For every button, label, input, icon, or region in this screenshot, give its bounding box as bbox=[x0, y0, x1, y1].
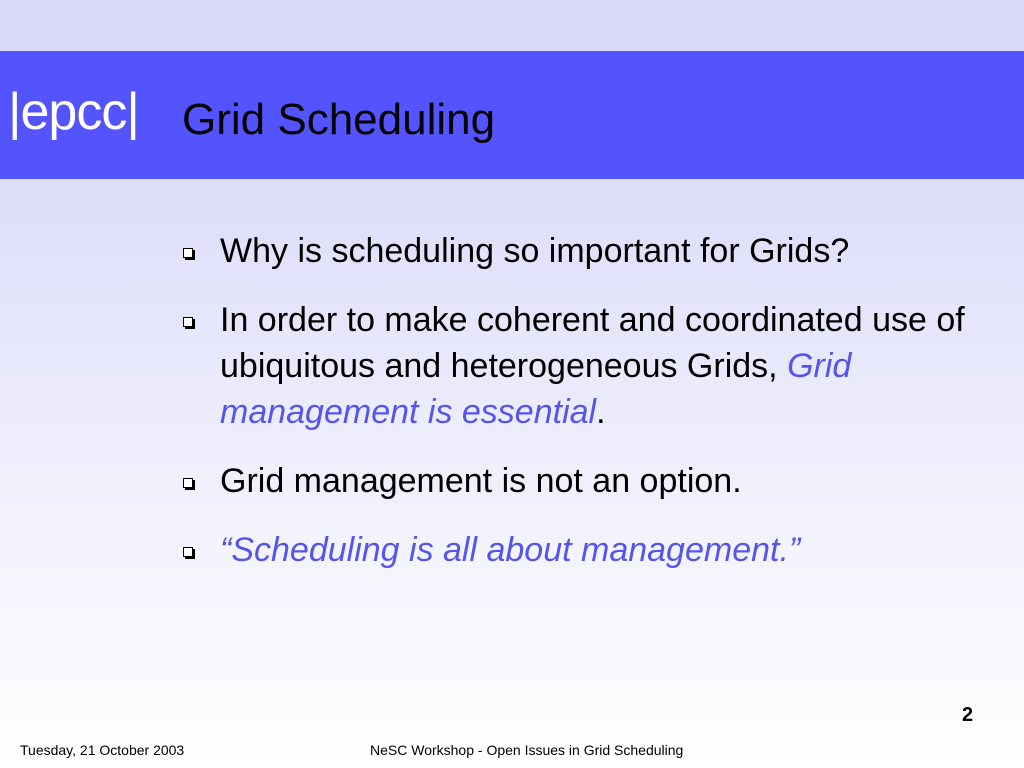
bullet-item bbox=[182, 228, 1002, 274]
footer-presentation-title: NeSC Workshop - Open Issues in Grid Scheduling bbox=[370, 742, 684, 758]
title-bar bbox=[0, 51, 1024, 179]
top-strip bbox=[0, 0, 1024, 51]
bullet-emphasis: Grid management is essential bbox=[220, 347, 852, 431]
slide-number: 2 bbox=[962, 704, 974, 726]
square-bullet-icon bbox=[183, 317, 193, 327]
bullet-list bbox=[182, 228, 1002, 573]
bullet-text: Why is scheduling so important for Grids? bbox=[220, 232, 850, 270]
square-bullet-icon bbox=[183, 478, 193, 488]
square-bullet-icon bbox=[183, 248, 193, 258]
bullet-item bbox=[182, 527, 1002, 573]
bullet-item bbox=[182, 297, 1002, 435]
slide-title: Grid Scheduling bbox=[182, 95, 496, 144]
bullet-suffix: . bbox=[596, 393, 606, 431]
bullet-item bbox=[182, 458, 1002, 504]
epcc-logo: |epcc| bbox=[8, 83, 139, 141]
bullet-text: In order to make coherent and coordinated use of ubiquitous and heterogeneous Grids, bbox=[220, 301, 965, 385]
square-bullet-icon bbox=[183, 547, 193, 557]
footer-date: Tuesday, 21 October 2003 bbox=[20, 742, 185, 758]
bullet-quote: “Scheduling is all about management.” bbox=[220, 531, 801, 569]
bullet-text: Grid management is not an option. bbox=[220, 462, 742, 500]
